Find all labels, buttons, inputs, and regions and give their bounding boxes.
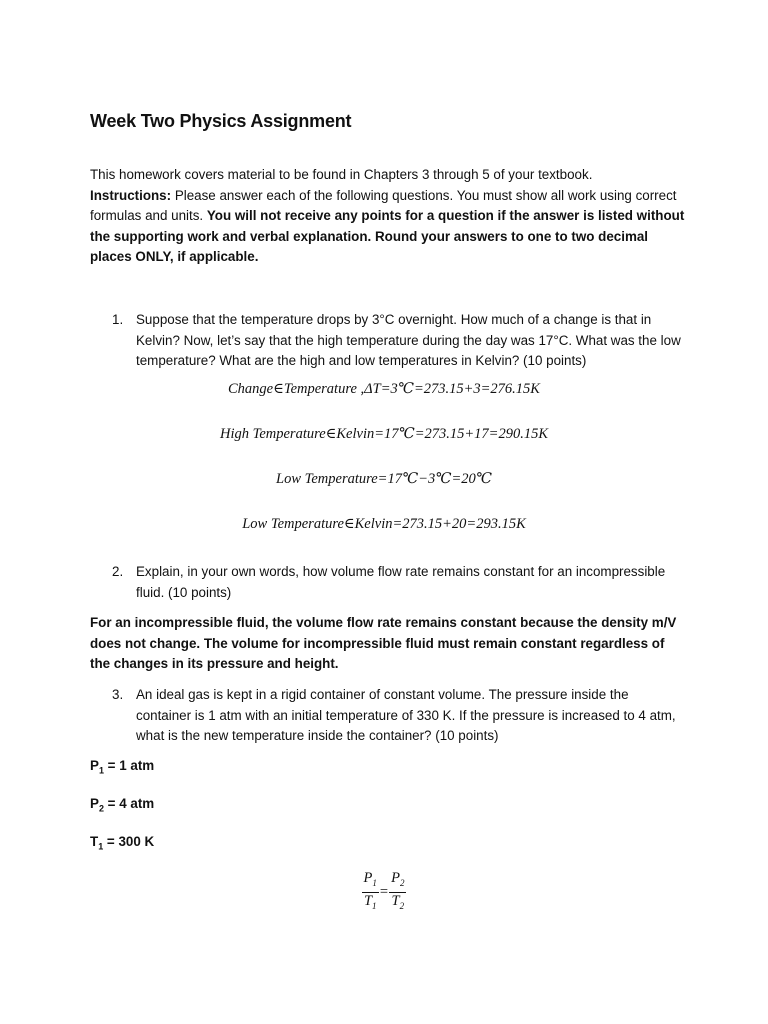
subscript: 2 [399,900,405,911]
variable-subscript: 1 [98,765,104,776]
question-text: An ideal gas is kept in a rigid container of constant volume. The pressure inside the container is 1 atm with an initial temperature of 330 K. If the pressure is increased to 4 atm, what is the new temperature inside the container? (10 points) [136,687,676,744]
fraction-right [389,870,406,915]
variable-subscript: 1 [98,841,104,852]
question-number: 2. [112,564,124,579]
fraction-left [362,870,379,915]
intro-line: This homework covers material to be found in Chapters 3 through 5 of your textbook. [90,167,593,182]
equation-3: Low Temperature=17℃−3℃=20℃ [276,471,492,487]
denominator: T [391,892,400,909]
instructions-label: Instructions: [90,187,172,203]
intro-paragraph [90,165,690,268]
variable-symbol: T [90,834,99,849]
answer-2: For an incompressible fluid, the volume flow rate remains constant because the density m/V does not change. The volume for incompressible fluid must remain constant regardless of the changes in its pressure and height. [90,615,677,672]
numerator: P [391,870,400,886]
variable-subscript: 2 [98,803,104,814]
variable-value: = 300 K [103,834,155,849]
given-p2 [90,796,154,814]
question-3 [112,685,687,747]
instructions-text: Please answer each of the following questions. You must show all work using correct formulas and units. [90,187,677,224]
given-t1 [90,834,154,852]
denominator: T [363,892,373,909]
subscript: 2 [399,877,405,888]
subscript: 1 [372,877,377,888]
variable-value: = 1 atm [103,758,155,773]
question-number: 3. [112,687,124,702]
equation-1: Change∈Temperature ,ΔT=3℃=273.15+3=276.15K [228,381,540,397]
page-title: Week Two Physics Assignment [90,111,352,131]
equation-2: High Temperature∈Kelvin=17℃=273.15+17=290.15K [219,426,549,442]
instructions-warning: You will not receive any points for a question if the answer is listed without the supporting work and verbal explanation. Round your answers to one to two decimal places ONLY, if applicable. [90,208,685,265]
subscript: 1 [372,900,377,911]
numerator: P [363,870,373,886]
question-number: 1. [112,312,124,327]
given-p1 [90,758,154,776]
question-1 [112,310,687,372]
equation-4: Low Temperature∈Kelvin=273.15+20=293.15K [242,516,526,532]
variable-symbol: P [90,758,99,773]
question-text: Suppose that the temperature drops by 3°C overnight. How much of a change is that in Kelvin? Now, let’s say that the high temperature during the day was 17°C. What was the low temperature? What are the high and low temperatures in Kelvin? (10 points) [136,312,681,369]
equals-sign: = [379,883,389,900]
question-text: Explain, in your own words, how volume flow rate remains constant for an incompressible fluid. (10 points) [136,564,666,600]
question-2 [112,562,687,603]
variable-symbol: P [90,796,99,811]
variable-value: = 4 atm [103,796,155,811]
gay-lussac-equation [0,870,768,915]
